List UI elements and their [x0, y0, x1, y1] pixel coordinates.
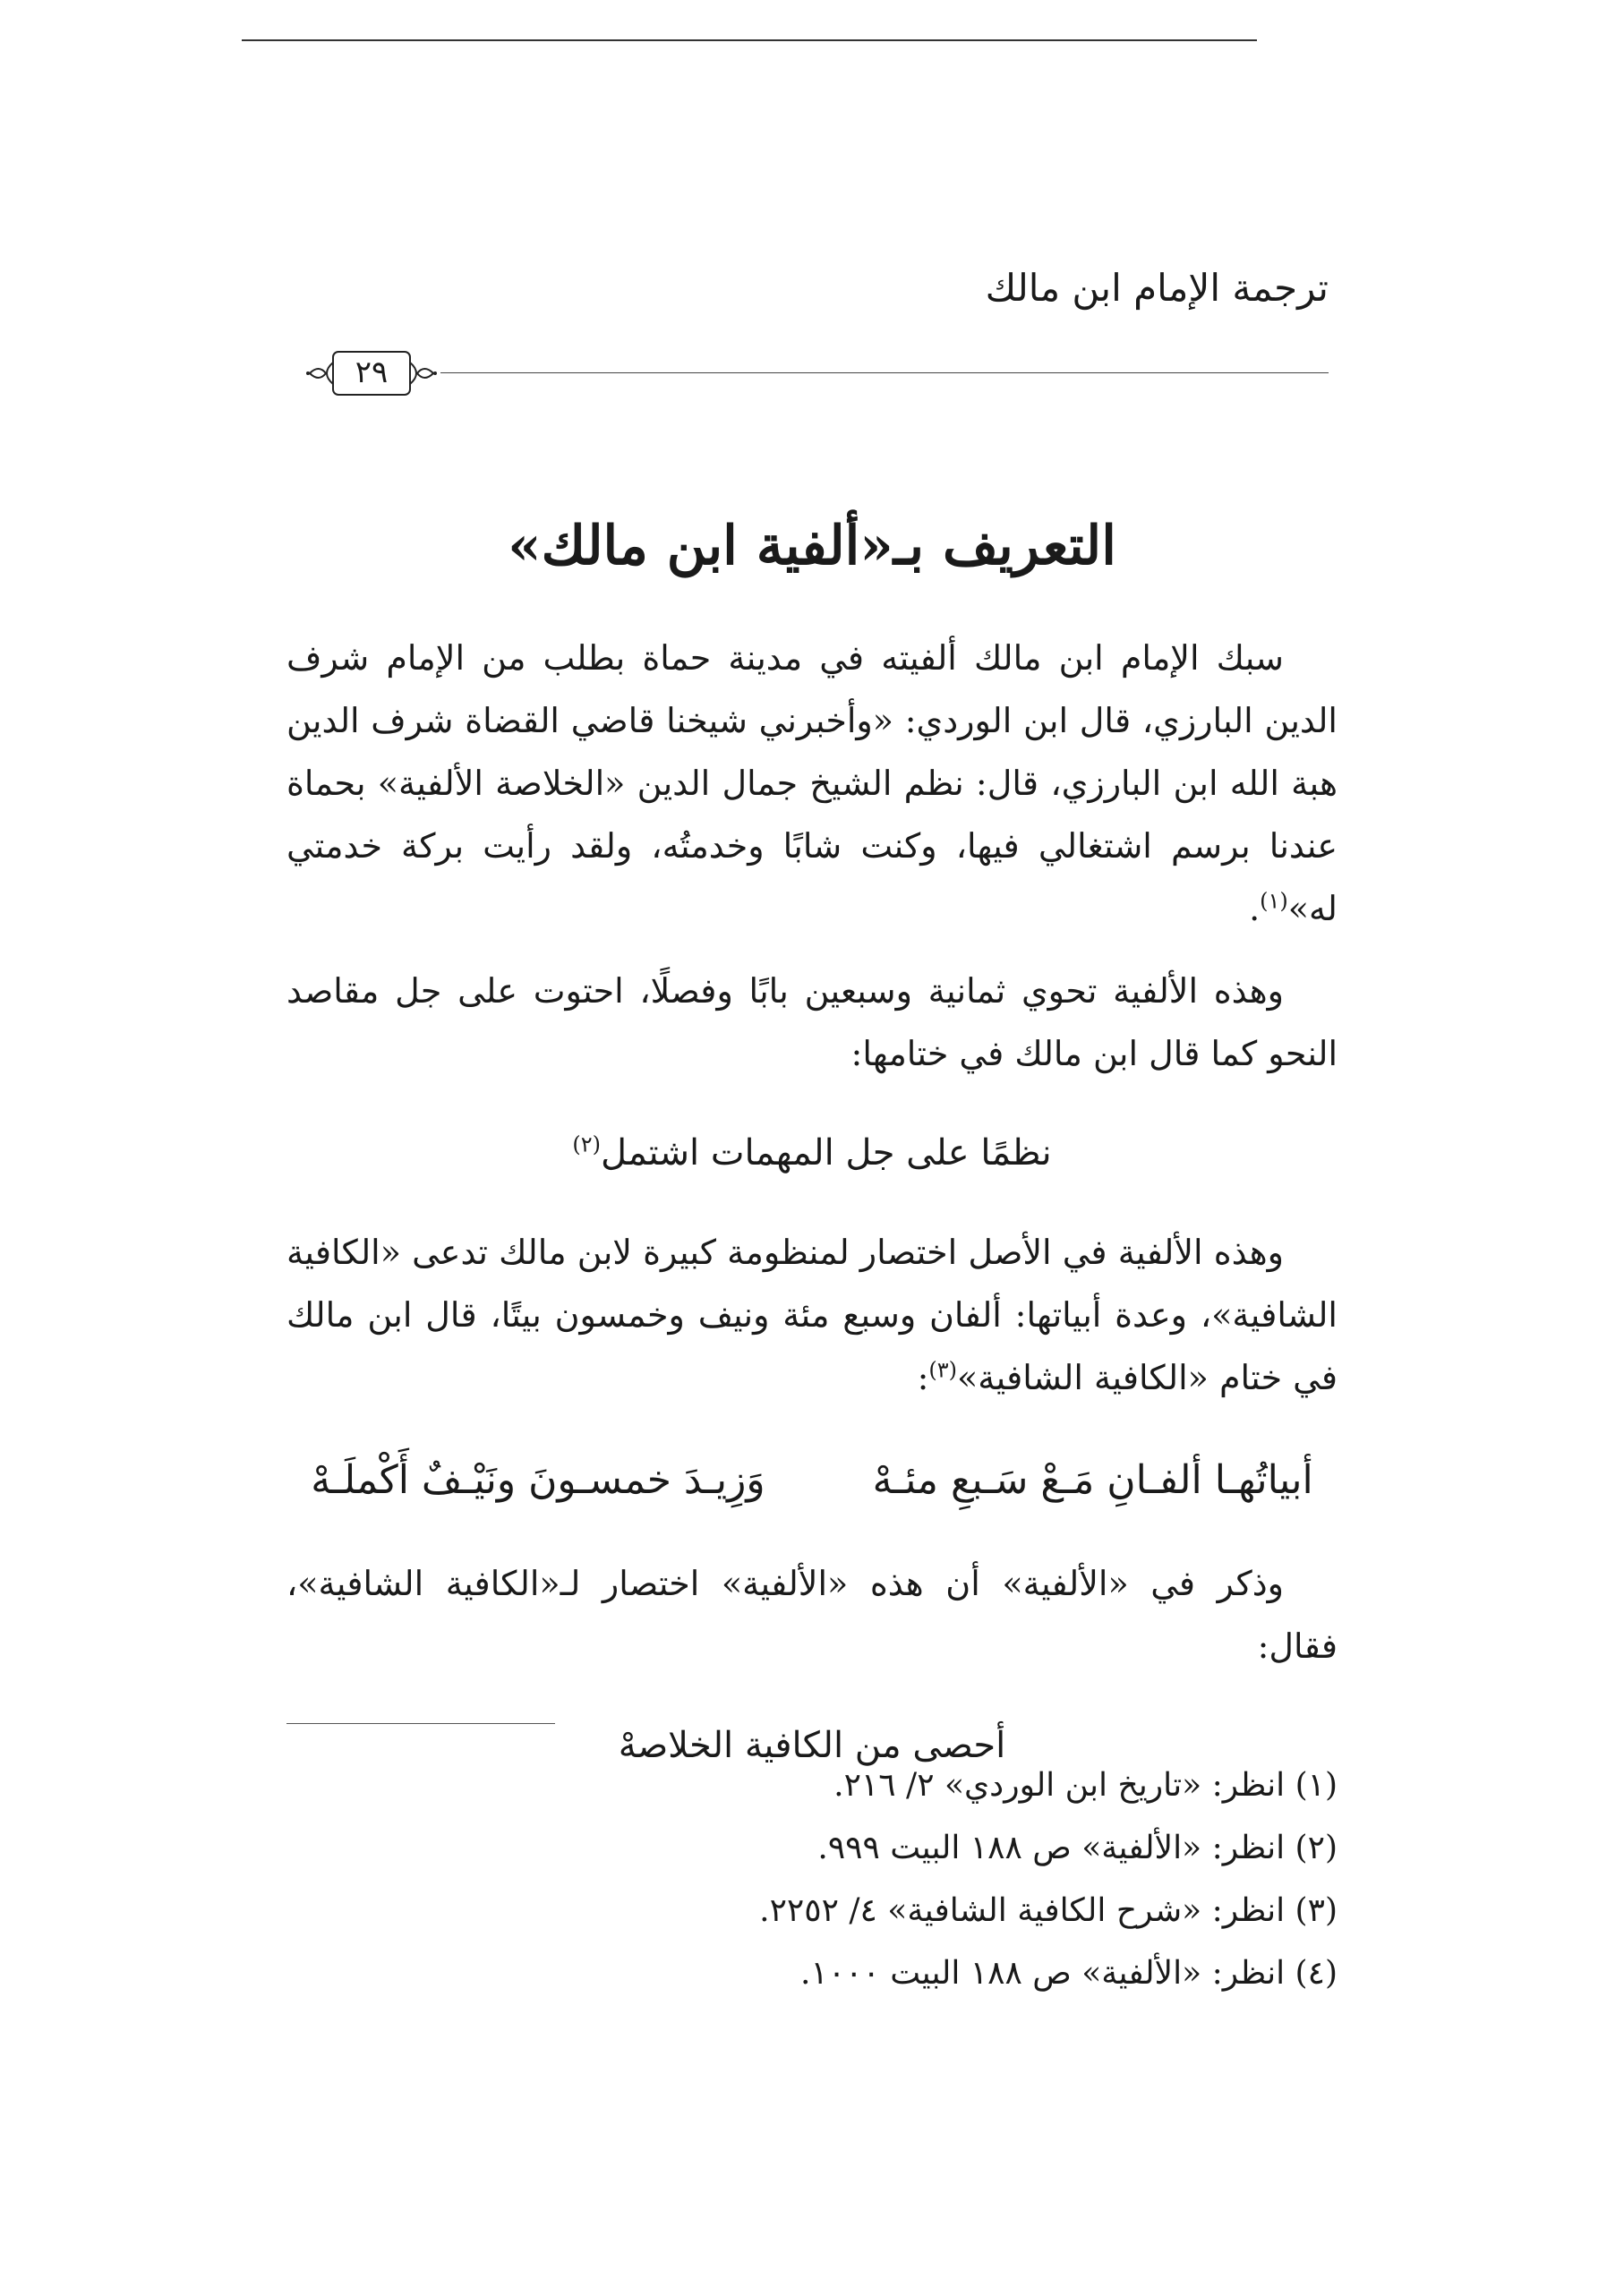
page-number: ٢٩: [355, 354, 389, 390]
page-number-rule: [440, 372, 1329, 373]
running-header: [290, 261, 1329, 324]
header-rule: [242, 39, 1257, 41]
paragraph-4: وذكر في «الألفية» أن هذه «الألفية» اختصار لـ«الكافية الشافية»، فقال:: [286, 1564, 1338, 1666]
footnote-2: (٢) انظر: «الألفية» ص ١٨٨ البيت ٩٩٩.: [817, 1830, 1338, 1866]
quote-line-1: [286, 1121, 1338, 1185]
paragraph-3: [286, 1221, 1338, 1409]
footnote-4: (٤) انظر: «الألفية» ص ١٨٨ البيت ١٠٠٠.: [800, 1955, 1338, 1992]
paragraph-3-end: :: [917, 1358, 929, 1397]
paragraph-3-text: وهذه الألفية في الأصل اختصار لمنظومة كبيرة لابن مالك تدعى «الكافية الشافية»، وعدة أبياتها: ألفان وسبع مئة ونيف وخمسون بيتًا، قال ابن مالك في ختام «الكافية الشافية»: [286, 1233, 1338, 1397]
body-text: [286, 627, 1338, 1814]
verse-line: [286, 1445, 1338, 1516]
paragraph-2: وهذه الألفية تحوي ثمانية وسبعين بابًا وفصلًا، احتوت على جل مقاصد النحو كما قال ابن مالك في ختامها:: [286, 971, 1338, 1073]
quote-line-2: أحصى من الكافية الخلاصهْ: [618, 1725, 1006, 1766]
verse-second-hemistich: وَزِيـدَ خمسـونَ ونَيْـفٌ أَكْملَـهْ: [311, 1457, 765, 1503]
running-title: ترجمة الإمام ابن مالك: [985, 266, 1329, 310]
footnote-separator: [286, 1723, 555, 1724]
footnote-1: (١) انظر: «تاريخ ابن الوردي» ٢/ ٢١٦.: [833, 1767, 1338, 1804]
footnotes: [286, 1754, 1338, 2005]
paragraph-1-end: .: [1249, 889, 1261, 928]
footnote-3: (٣) انظر: «شرح الكافية الشافية» ٤/ ٢٢٥٢.: [759, 1892, 1338, 1929]
paragraph-1-text: سبك الإمام ابن مالك ألفيته في مدينة حماة بطلب من الإمام شرف الدين البارزي، قال ابن الوردي: «وأخبرني شيخنا قاضي القضاة شرف الدين هبة الله ابن البارزي، قال: نظم الشيخ جمال الدين «الخلاصة الألفية» بحماة عندنا برسم اشتغالي فيها، وكنت شابًا وخدمتُه، ولقد رأيت بركة خدمتي له»: [286, 638, 1338, 928]
paragraph-1: [286, 627, 1338, 940]
page-number-ornament: [304, 345, 439, 402]
section-title: التعريف بـ«ألفية ابن مالك»: [508, 515, 1116, 577]
footnote-ref-1: (١): [1260, 888, 1288, 914]
footnote-ref-2: (٢): [572, 1131, 602, 1157]
quote-line-1-text: نظمًا على جل المهمات اشتمل: [601, 1132, 1052, 1174]
verse-first-hemistich: أبياتُهـا ألفـانِ مَـعْ سَـبعِ مئـهْ: [872, 1457, 1313, 1503]
footnote-ref-3: (٣): [928, 1357, 958, 1383]
